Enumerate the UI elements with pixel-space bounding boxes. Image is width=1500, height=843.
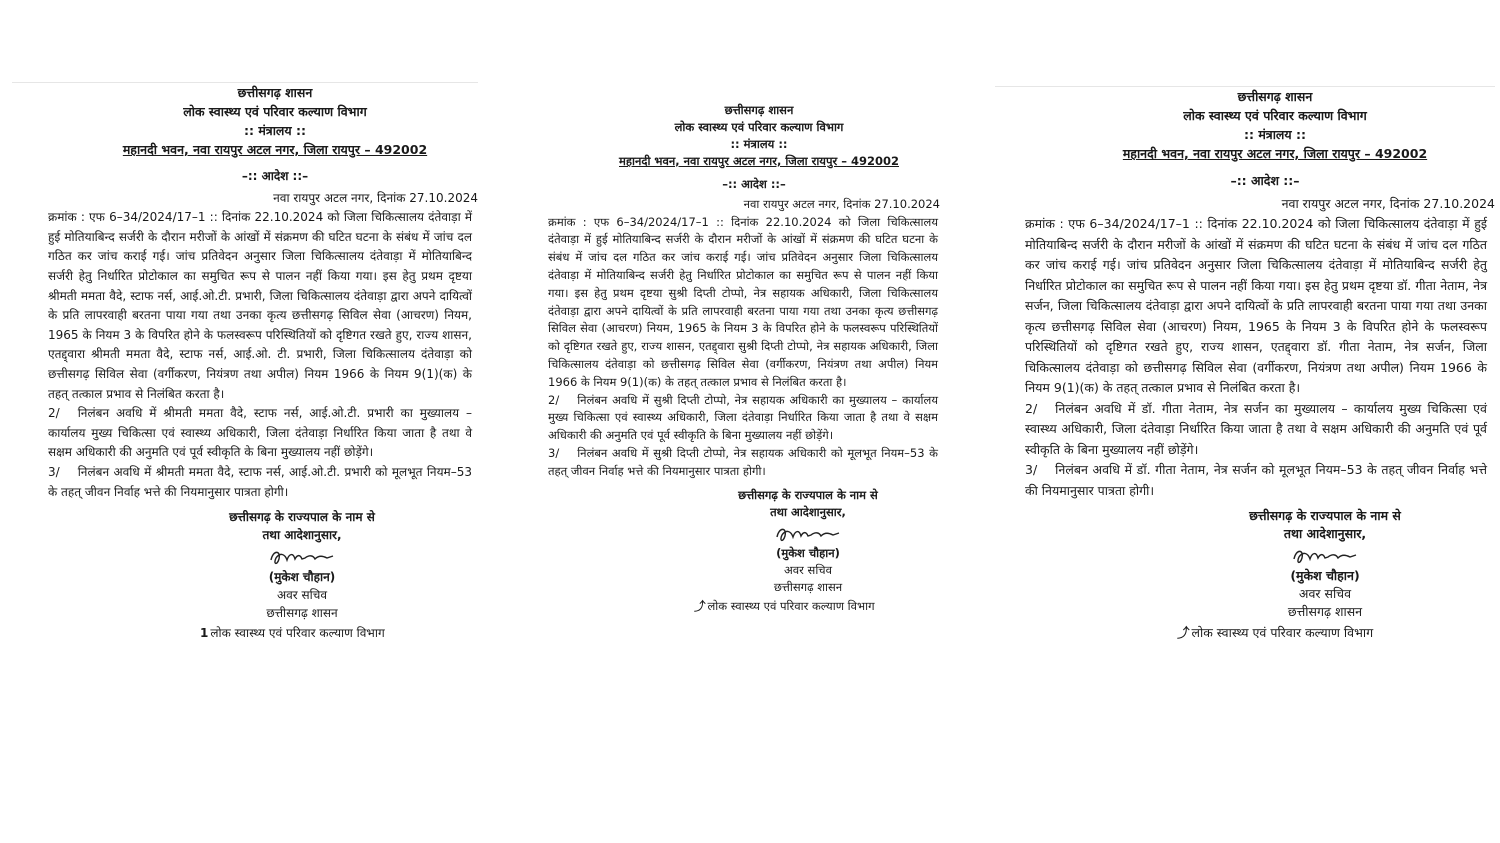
signatory-department	[200, 624, 478, 644]
letterhead	[1055, 87, 1495, 163]
signatory-department-text: लोक स्वास्थ्य एवं परिवार कल्याण विभाग	[1191, 625, 1374, 640]
paragraph-3-text: निलंबन अवधि में सुश्री दिप्ती टोप्पो, नेत्र सहायक अधिकारी को मूलभूत नियम–53 के तहत् जीवन निर्वाह भत्ते की नियमानुसार पात्रता होगी।	[548, 445, 938, 478]
signatory-name: (मुकेश चौहान)	[1290, 568, 1360, 583]
signature-block	[688, 487, 928, 596]
govt-name: छत्तीसगढ़ शासन	[724, 103, 794, 117]
order-body	[548, 214, 938, 481]
initial-mark-icon: ⤴	[1177, 625, 1190, 640]
office-address: महानदी भवन, नवा रायपुर अटल नगर, जिला रायपुर – 492002	[619, 154, 899, 168]
signatory-department-text: लोक स्वास्थ्य एवं परिवार कल्याण विभाग	[707, 598, 875, 613]
office-address: महानदी भवन, नवा रायपुर अटल नगर, जिला रायपुर – 492002	[1122, 146, 1428, 161]
authority-line-2: तथा आदेशानुसार,	[262, 528, 342, 543]
paragraph-2	[1025, 399, 1487, 461]
paragraph-3	[48, 463, 472, 502]
department-name: लोक स्वास्थ्य एवं परिवार कल्याण विभाग	[674, 120, 844, 134]
signatory-department-text: लोक स्वास्थ्य एवं परिवार कल्याण विभाग	[210, 626, 385, 641]
paragraph-2	[48, 404, 472, 463]
initial-mark-icon: 1	[200, 626, 209, 641]
ministry-label: :: मंत्रालय ::	[730, 137, 788, 151]
paragraph-1: क्रमांक : एफ 6–34/2024/17–1 :: दिनांक 22.10.2024 को जिला चिकित्सालय दंतेवाड़ा में हुई मोतियाबिन्द सर्जरी के दौरान मरीजों के आंखों में संक्रमण की घटित घटना के संबंध में जांच दल गठित कर जांच कराई गई। जांच प्रतिवेदन अनुसार जिला चिकित्सालय दंतेवाड़ा में मोतियाबिन्द सर्जरी हेतु निर्धारित प्रोटोकाल का समुचित रूप से पालन नहीं किया गया। इस हेतु प्रथम दृष्टया श्रीमती ममता वैदे, स्टाफ नर्स, आई.ओ.टी. प्रभारी, जिला चिकित्सालय दंतेवाड़ा द्वारा अपने दायित्वों के प्रति लापरवाही बरतना पाया गया तथा उनका कृत्य छत्तीसगढ़ सिविल सेवा (आचरण) नियम, 1965 के नियम 3 के विपरित होने के फलस्वरूप परिस्थितियों को दृष्टिगत रखते हुए, राज्य शासन, एतद्द्वारा श्रीमती ममता वैदे, स्टाफ नर्स, आई.ओ. टी. प्रभारी, जिला चिकित्सालय दंतेवाड़ा को छत्तीसगढ़ सिविल सेवा (वर्गीकरण, नियंत्रण तथा अपील) नियम 1966 के नियम 9(1)(क) के तहत् तत्काल प्रभाव से निलंबित करता है।	[48, 210, 472, 401]
authority-line: छत्तीसगढ़ के राज्यपाल के नाम से	[1249, 508, 1401, 523]
suspension-order-document-3	[995, 86, 1495, 766]
handwritten-signature-icon	[773, 523, 843, 545]
order-title: –:: आदेश ::–	[241, 169, 309, 183]
paragraph-number: 3/	[548, 445, 560, 460]
paragraph-2	[548, 392, 938, 445]
ministry-label: :: मंत्रालय ::	[243, 123, 307, 138]
signatory-govt: छत्तीसगढ़ शासन	[1287, 604, 1363, 619]
place-date: नवा रायपुर अटल नगर, दिनांक 27.10.2024	[743, 196, 940, 211]
paragraph-3	[1025, 460, 1487, 501]
suspension-order-document-1	[12, 82, 478, 760]
department-name: लोक स्वास्थ्य एवं परिवार कल्याण विभाग	[1183, 108, 1367, 123]
authority-line: छत्तीसगढ़ के राज्यपाल के नाम से	[738, 487, 878, 502]
ministry-label: :: मंत्रालय ::	[1243, 127, 1307, 142]
order-body	[1025, 214, 1487, 501]
signatory-name: (मुकेश चौहान)	[268, 570, 336, 585]
authority-line-2: तथा आदेशानुसार,	[1283, 526, 1367, 541]
govt-name: छत्तीसगढ़ शासन	[1237, 89, 1313, 104]
handwritten-signature-icon	[1290, 545, 1360, 567]
letterhead	[578, 102, 940, 170]
signatory-department	[694, 598, 940, 616]
paragraph-1: क्रमांक : एफ 6–34/2024/17–1 :: दिनांक 22.10.2024 को जिला चिकित्सालय दंतेवाड़ा में हुई मोतियाबिन्द सर्जरी के दौरान मरीजों के आंखों में संक्रमण की घटित घटना के संबंध में जांच दल गठित कर जांच कराई गई। जांच प्रतिवेदन अनुसार जिला चिकित्सालय दंतेवाड़ा में मोतियाबिन्द सर्जरी हेतु निर्धारित प्रोटोकाल का समुचित रूप से पालन नहीं किया गया। इस हेतु प्रथम दृष्टया सुश्री दिप्ती टोप्पो, नेत्र सहायक अधिकारी, जिला चिकित्सालय दंतेवाड़ा द्वारा अपने दायित्वों के प्रति लापरवाही बरतना पाया गया तथा उनका कृत्य छत्तीसगढ़ सिविल सेवा (आचरण) नियम, 1965 के नियम 3 के विपरित होने के फलस्वरूप परिस्थितियों को दृष्टिगत रखते हुए, राज्य शासन, एतद्द्वारा सुश्री दिप्ती टोप्पो, नेत्र सहायक अधिकारी, जिला चिकित्सालय दंतेवाड़ा को छत्तीसगढ़ सिविल सेवा (वर्गीकरण, नियंत्रण तथा अपील) नियम 1966 के नियम 9(1)(क) के तहत् तत्काल प्रभाव से निलंबित करता है।	[548, 214, 938, 389]
signature-block	[1195, 507, 1455, 621]
paragraph-1: क्रमांक : एफ 6–34/2024/17–1 :: दिनांक 22.10.2024 को जिला चिकित्सालय दंतेवाड़ा में हुई मोतियाबिन्द सर्जरी के दौरान मरीजों के आंखों में संक्रमण की घटित घटना के संबंध में जांच दल गठित कर जांच कराई गई। जांच प्रतिवेदन अनुसार जिला चिकित्सालय दंतेवाड़ा में मोतियाबिन्द सर्जरी हेतु निर्धारित प्रोटोकाल का समुचित रूप से पालन नहीं किया गया। इस हेतु प्रथम दृष्टया डॉ. गीता नेताम, नेत्र सर्जन, जिला चिकित्सालय दंतेवाड़ा द्वारा अपने दायित्वों के प्रति लापरवाही बरतना पाया गया तथा उनका कृत्य छत्तीसगढ़ सिविल सेवा (आचरण) नियम, 1965 के नियम 3 के विपरित होने के फलस्वरूप परिस्थितियों को दृष्टिगत रखते हुए, राज्य शासन, एतद्द्वारा डॉ. गीता नेताम, नेत्र सर्जन, जिला चिकित्सालय दंतेवाड़ा को छत्तीसगढ़ सिविल सेवा (वर्गीकरण, नियंत्रण तथा अपील) नियम 1966 के नियम 9(1)(क) के तहत् तत्काल प्रभाव से निलंबित करता है।	[1025, 216, 1487, 395]
signatory-govt: छत्तीसगढ़ शासन	[266, 606, 338, 621]
signatory-name: (मुकेश चौहान)	[776, 545, 840, 560]
paragraph-number: 2/	[48, 406, 60, 421]
signatory-govt: छत्तीसगढ़ शासन	[773, 579, 843, 594]
signatory-designation: अवर सचिव	[784, 562, 832, 577]
paragraph-number: 3/	[1025, 462, 1038, 477]
govt-name: छत्तीसगढ़ शासन	[237, 85, 313, 100]
signatory-designation: अवर सचिव	[1298, 586, 1352, 601]
letterhead	[72, 83, 478, 159]
place-date: नवा रायपुर अटल नगर, दिनांक 27.10.2024	[273, 190, 478, 205]
office-address: महानदी भवन, नवा रायपुर अटल नगर, जिला रायपुर – 492002	[122, 142, 428, 157]
paragraph-number: 2/	[548, 392, 560, 407]
initial-mark-icon: ⤴	[694, 598, 706, 613]
signatory-department	[1177, 623, 1495, 644]
paragraph-2-text: निलंबन अवधि में सुश्री दिप्ती टोप्पो, नेत्र सहायक अधिकारी का मुख्यालय – कार्यालय मुख्य चिकित्सा एवं स्वास्थ्य अधिकारी, जिला दंतेवाड़ा निर्धारित किया जाता है तथा वे सक्षम अधिकारी की अनुमति एवं पूर्व स्वीकृति के बिना मुख्यालय नहीं छोड़ेंगे।	[548, 392, 938, 443]
authority-line: छत्तीसगढ़ के राज्यपाल के नाम से	[229, 510, 375, 525]
paragraph-3-text: निलंबन अवधि में श्रीमती ममता वैदे, स्टाफ नर्स, आई.ओ.टी. प्रभारी को मूलभूत नियम–53 के तहत् जीवन निर्वाह भत्ते की नियमानुसार पात्रता होगी।	[48, 464, 472, 499]
order-title: –:: आदेश ::–	[722, 177, 786, 191]
paragraph-3	[548, 445, 938, 481]
department-name: लोक स्वास्थ्य एवं परिवार कल्याण विभाग	[183, 104, 367, 119]
signature-block	[182, 508, 422, 622]
suspension-order-document-2	[538, 102, 940, 762]
paragraph-number: 3/	[48, 464, 60, 479]
authority-line-2: तथा आदेशानुसार,	[770, 504, 846, 519]
signatory-designation: अवर सचिव	[276, 588, 328, 603]
order-title: –:: आदेश ::–	[1230, 173, 1300, 188]
paragraph-3-text: निलंबन अवधि में डॉ. गीता नेताम, नेत्र सर्जन को मूलभूत नियम–53 के तहत् जीवन निर्वाह भत्ते की नियमानुसार पात्रता होगी।	[1025, 462, 1487, 498]
paragraph-number: 2/	[1025, 400, 1038, 416]
handwritten-signature-icon	[267, 546, 337, 568]
paragraph-2-text: निलंबन अवधि में डॉ. गीता नेताम, नेत्र सर्जन का मुख्यालय – कार्यालय मुख्य चिकित्सा एवं स्वास्थ्य अधिकारी, जिला दंतेवाड़ा निर्धारित किया जाता है तथा वे सक्षम अधिकारी की अनुमति एवं पूर्व स्वीकृति के बिना मुख्यालय नहीं छोड़ेंगे।	[1025, 400, 1487, 457]
order-body	[48, 208, 472, 502]
place-date: नवा रायपुर अटल नगर, दिनांक 27.10.2024	[1281, 195, 1495, 211]
paragraph-2-text: निलंबन अवधि में श्रीमती ममता वैदे, स्टाफ नर्स, आई.ओ.टी. प्रभारी का मुख्यालय – कार्यालय मुख्य चिकित्सा एवं स्वास्थ्य अधिकारी, जिला दंतेवाड़ा निर्धारित किया जाता है तथा वे सक्षम अधिकारी की अनुमति एवं पूर्व स्वीकृति के बिना मुख्यालय नहीं छोड़ेंगे।	[48, 406, 472, 460]
